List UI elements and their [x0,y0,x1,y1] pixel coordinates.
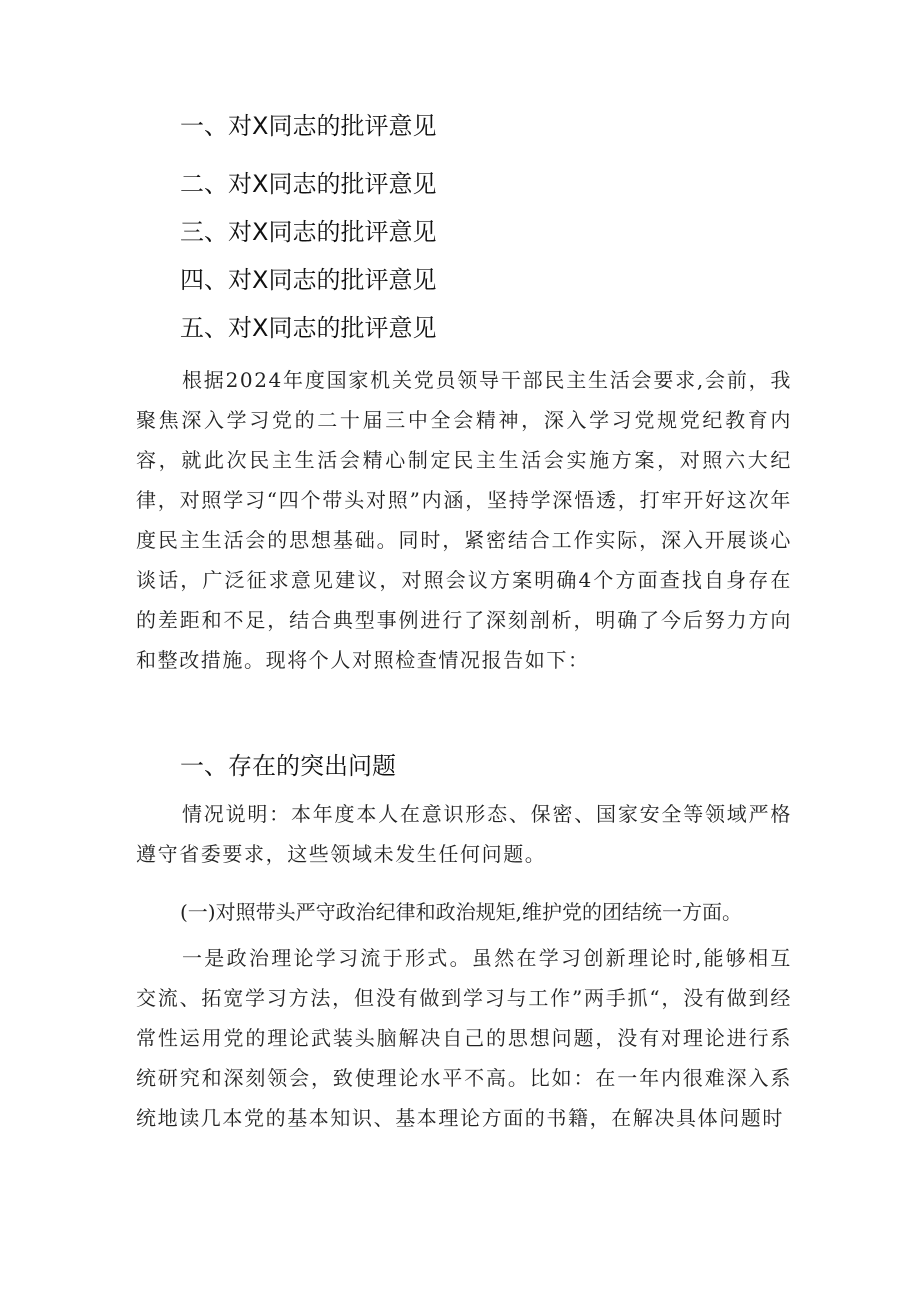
intro-paragraph: 根据2024年度国家机关党员领导干部民主生活会要求,会前，我聚焦深入学习党的二十届三中全会精神，深入学习党规党纪教育内容，就此次民主生活会精心制定民主生活会实施方案，对照六大纪律，对照学习“四个带头对照”内涵，坚持学深悟透，打牢开好这次年度民主生活会的思想基础。同时，紧密结合工作实际，深入开展谈心谈话，广泛征求意见建议，对照会议方案明确4个方面查找自身存在的差距和不足，结合典型事例进行了深刻剖析，明确了今后努力方向和整改措施。现将个人对照检查情况报告如下： [136,368,792,672]
point-paragraph: 一是政治理论学习流于形式。虽然在学习创新理论时,能够相互交流、拓宽学习方法，但没有做到学习与工作”两手抓“，没有做到经常性运用党的理论武装头脑解决自己的思想问题，没有对理论进行系统研究和深刻领会，致使理论水平不高。比如：在一年内很难深入系统地读几本党的基本知识、基本理论方面的书籍，在解决具体问题时 [136,946,792,1130]
situation-paragraph: 情况说明：本年度本人在意识形态、保密、国家安全等领域严格遵守省委要求，这些领域未发生任何问题。 [136,802,792,866]
section-heading: 一、存在的突出问题 [180,752,396,780]
toc-item-2: 二、对X同志的批评意见 [180,170,437,198]
toc-item-3: 三、对X同志的批评意见 [180,218,437,246]
toc-item-5: 五、对X同志的批评意见 [180,314,437,342]
sub-heading: (一)对照带头严守政治纪律和政治规矩,维护党的团结统一方面。 [180,900,742,924]
toc-item-1: 一、对X同志的批评意见 [180,112,437,140]
toc-item-4: 四、对X同志的批评意见 [180,266,437,294]
